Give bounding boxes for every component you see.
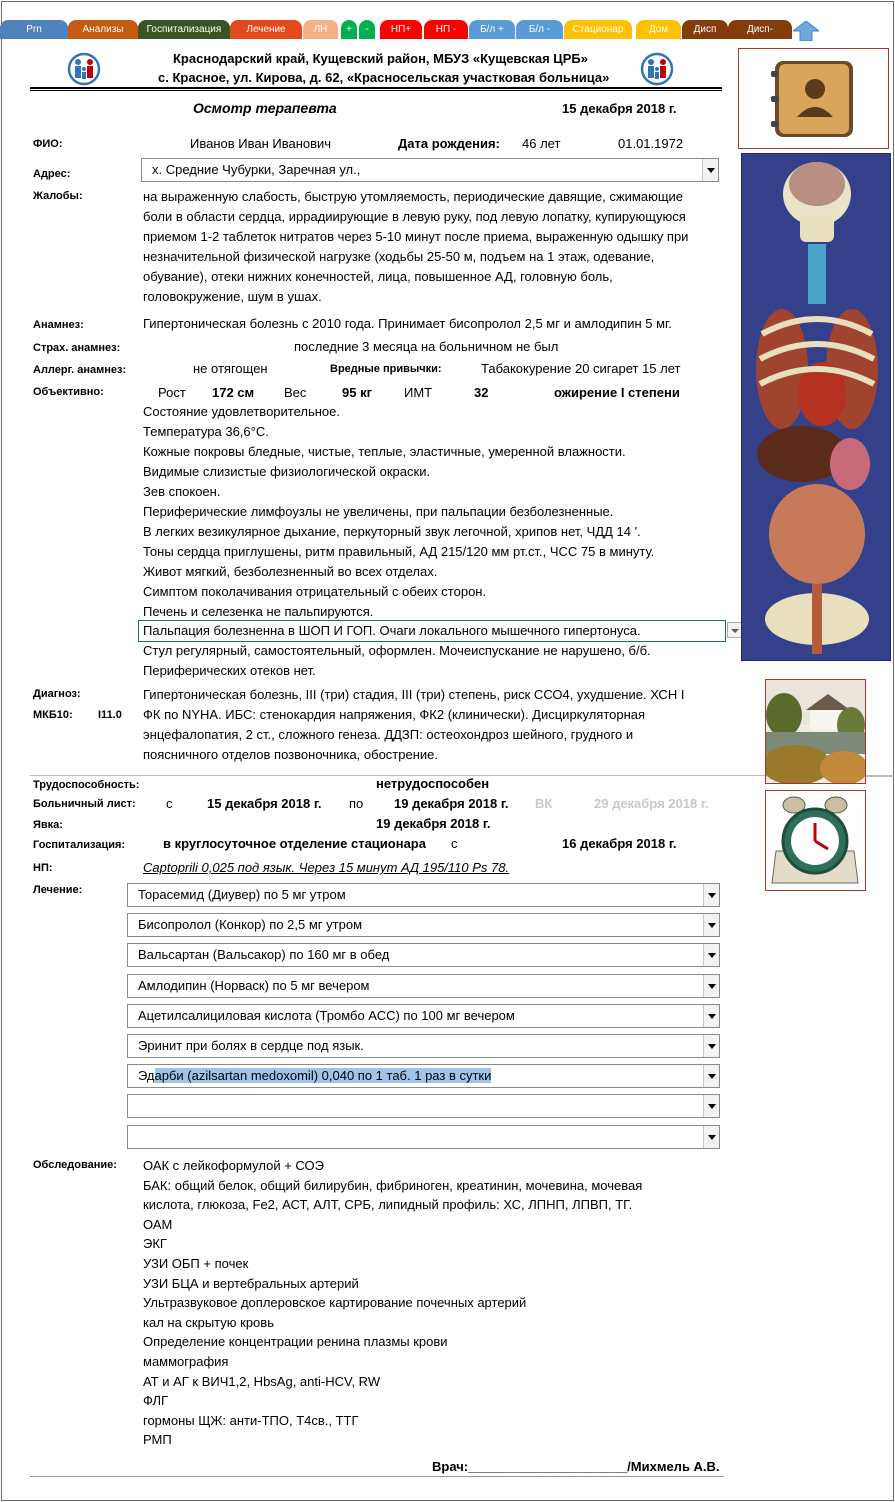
family-logo-icon (66, 52, 102, 86)
allergy-label: Аллерг. анамнез: (33, 364, 127, 376)
objective-label: Объективно: (33, 386, 104, 398)
sick-from-value: 15 декабря 2018 г. (207, 796, 322, 811)
height-label: Рост (158, 385, 186, 400)
alarm-clock-icon (766, 791, 865, 890)
family-logo-icon (639, 52, 675, 86)
vk-label: ВК (535, 796, 553, 811)
text-line: Периферических отеков нет. (143, 663, 316, 678)
anamnesis-text: Гипертоническая болезнь с 2010 года. Принимает бисопролол 2,5 мг и амлодипин 5 мг. (143, 316, 672, 331)
exam-date: 15 декабря 2018 г. (562, 101, 677, 116)
objective-selected-line[interactable]: Пальпация болезненна в ШОП И ГОП. Очаги локального мышечного гипертонуса. (143, 623, 641, 638)
treatment-dropdown[interactable] (127, 1125, 720, 1149)
habits-text: Табакокурение 20 сигарет 15 лет (481, 361, 681, 376)
chevron-down-icon[interactable] (703, 884, 719, 906)
text-line: на выраженную слабость, быструю утомляемость, периодические давящие, сжимающие (143, 189, 684, 204)
text-line: БАК: общий белок, общий билирубин, фибриноген, креатинин, мочевина, мочевая (143, 1177, 643, 1193)
text-line: маммография (143, 1353, 229, 1369)
text-line: энцефалопатия, 2 ст., сложного генеза. ДДЗП: остеохондроз шейного, грудного и (143, 727, 634, 742)
treatment-value: Вальсартан (Вальсакор) по 160 мг в обед (138, 947, 390, 963)
text-line: Кожные покровы бледные, чистые, теплые, эластичные, умеренной влажности. (143, 444, 626, 459)
cell-dropdown-button[interactable] (727, 622, 742, 638)
insurance-label: Страх. анамнез: (33, 342, 121, 354)
address-dropdown[interactable] (141, 158, 719, 182)
tab-3[interactable]: Лечение (230, 20, 302, 39)
complaints-text (143, 187, 688, 307)
tab-10[interactable]: Б/л - (516, 20, 563, 39)
tab-8[interactable]: НП - (424, 20, 468, 39)
vk-date: 29 декабря 2018 г. (594, 796, 709, 811)
exam-label: Обследование: (33, 1159, 117, 1171)
visit-label: Явка: (33, 819, 63, 831)
work-ability-label: Трудоспособность: (33, 779, 140, 791)
diagnosis-text (143, 685, 684, 765)
house-picture-icon (766, 680, 865, 783)
text-line: кислота, глюкоза, Fe2, АСТ, АЛТ, СРБ, липидный профиль: ХС, ЛПНП, ЛПВП, ТГ. (143, 1197, 633, 1213)
treatment-value: Бисопролол (Конкор) по 2,5 мг утром (138, 917, 363, 933)
weight-value: 95 кг (342, 385, 372, 400)
chevron-down-icon[interactable] (703, 944, 719, 966)
text-line: ФЛГ (143, 1393, 169, 1409)
address-value: х. Средние Чубурки, Заречная ул., (152, 162, 361, 177)
sick-to-label: по (349, 796, 364, 811)
dob-label: Дата рождения: (398, 136, 500, 151)
allergy-text: не отягощен (193, 361, 268, 376)
contacts-button[interactable] (738, 48, 889, 149)
insurance-text: последние 3 месяца на больничном не был (294, 339, 559, 354)
text-line: поясничного отделов позвоночника, обострение. (143, 747, 439, 762)
treatment-dropdown[interactable] (127, 943, 720, 967)
diagnosis-label: Диагноз: (33, 688, 81, 700)
address-book-icon (769, 59, 857, 139)
bmi-label: ИМТ (404, 385, 433, 400)
obesity-value: ожирение I степени (554, 385, 680, 400)
visit-value: 19 декабря 2018 г. (376, 816, 491, 831)
clock-picture[interactable] (765, 790, 866, 891)
exam-text (143, 1156, 642, 1450)
sick-to-value: 19 декабря 2018 г. (394, 796, 509, 811)
doctor-signature: Врач:______________________/Михмель А.В. (432, 1459, 720, 1474)
tab-13[interactable]: Дисп (682, 20, 728, 39)
sick-from-label: с (166, 796, 173, 811)
chevron-down-icon[interactable] (703, 1065, 719, 1087)
anatomy-picture[interactable] (741, 153, 891, 661)
mkb-value: I11.0 (98, 709, 122, 721)
address-label: Адрес: (33, 168, 71, 180)
text-line: АТ и АГ к ВИЧ1,2, HbsAg, anti-HCV, RW (143, 1373, 381, 1389)
treatment-value: Эдарби (azilsartan medoxomil) 0,040 по 1 таб. 1 раз в сутки (138, 1068, 492, 1084)
mkb-label: МКБ10: (33, 709, 73, 721)
tab-12[interactable]: Дом (636, 20, 681, 39)
chevron-down-icon[interactable] (703, 975, 719, 997)
hospitalization-from-label: с (451, 836, 458, 851)
hospitalization-label: Госпитализация: (33, 839, 126, 851)
text-line: Печень и селезенка не пальпируются. (143, 604, 374, 619)
tab-0[interactable]: Prn (0, 20, 68, 39)
treatment-dropdown[interactable] (127, 974, 720, 998)
tab-2[interactable]: Госпитализация (138, 20, 230, 39)
text-line: Состояние удовлетворительное. (143, 404, 341, 419)
anatomy-icon (742, 154, 892, 662)
text-line: ОАМ (143, 1216, 173, 1232)
treatment-dropdown[interactable] (127, 1064, 720, 1088)
chevron-down-icon[interactable] (702, 159, 718, 181)
page-title: Осмотр терапевта (193, 100, 337, 116)
objective-text (143, 402, 654, 622)
age-value: 46 лет (522, 136, 561, 151)
text-line: УЗИ ОБП + почек (143, 1255, 249, 1271)
chevron-down-icon[interactable] (703, 1005, 719, 1027)
treatment-dropdown[interactable] (127, 1094, 720, 1118)
text-line: В легких везикулярное дыхание, перкуторный звук легочной, хрипов нет, ЧДД 14 '. (143, 524, 641, 539)
tab-5[interactable]: + (341, 20, 357, 39)
treatment-value: Торасемид (Диувер) по 5 мг утром (138, 887, 346, 902)
text-line: УЗИ БЦА и вертебральных артерий (143, 1275, 359, 1291)
tab-11[interactable]: Стационар (564, 20, 632, 39)
side-divider (866, 776, 894, 777)
text-line: Симптом поколачивания отрицательный с обеих сторон. (143, 584, 487, 599)
text-line: ЭКГ (143, 1236, 167, 1252)
chevron-down-icon[interactable] (703, 914, 719, 936)
tab-6[interactable]: - (359, 20, 375, 39)
header-divider (30, 87, 722, 89)
complaints-label: Жалобы: (33, 190, 83, 202)
treatment-label: Лечение: (33, 884, 83, 896)
text-line: Периферические лимфоузлы не увеличены, при пальпации безболезненные. (143, 504, 614, 519)
objective-text-after (143, 641, 651, 681)
text-line: Определение концентрации ренина плазмы крови (143, 1334, 448, 1350)
chevron-down-icon[interactable] (703, 1035, 719, 1057)
text-line: Зев спокоен. (143, 484, 221, 499)
text-line: Видимые слизистые физиологической окраски. (143, 464, 431, 479)
text-line: Температура 36,6°С. (143, 424, 269, 439)
header-line-1: Краснодарский край, Кущевский район, МБУЗ «Кущевская ЦРБ» (173, 51, 589, 66)
weight-label: Вес (284, 385, 307, 400)
text-line: кал на скрытую кровь (143, 1314, 274, 1330)
text-line: обувание), отеки нижних конечностей, лица, повышенное АД, головную боль, (143, 269, 613, 284)
fio-value: Иванов Иван Иванович (190, 136, 332, 151)
text-line: Тоны сердца приглушены, ритм правильный, АД 215/120 мм рт.ст., ЧСС 75 в минуту. (143, 544, 655, 559)
anamnesis-label: Анамнез: (33, 319, 84, 331)
header-divider-thin (30, 90, 722, 91)
tab-7[interactable]: НП+ (380, 20, 422, 39)
footer-divider (30, 1476, 724, 1477)
text-line: боли в области сердца, иррадиирующие в левую руку, под левую лопатку, купирующуюся (143, 209, 686, 224)
tab-14[interactable]: Дисп- (728, 20, 792, 39)
text-line: приемом 1-2 таблеток нитратов через 5-10 минут после приема, выраженную одышку при (143, 229, 689, 244)
tab-9[interactable]: Б/л + (469, 20, 515, 39)
bmi-value: 32 (474, 385, 489, 400)
fio-label: ФИО: (33, 138, 63, 150)
dob-value: 01.01.1972 (618, 136, 684, 151)
text-line: ОАК с лейкоформулой + СОЭ (143, 1158, 324, 1173)
chevron-down-icon (731, 629, 739, 633)
text-line: незначительной физической нагрузке (ходьбы 25-50 м, подъем на 1 этаж, одевание, (143, 249, 655, 264)
chevron-down-icon[interactable] (703, 1126, 719, 1148)
house-picture[interactable] (765, 679, 866, 784)
text-line: головокружение, шум в ушах. (143, 289, 322, 304)
treatment-value: Ацетилсалициловая кислота (Тромбо АСС) по 100 мг вечером (138, 1007, 515, 1023)
work-ability-value: нетрудоспособен (376, 776, 490, 791)
text-line: Живот мягкий, безболезненный во всех отделах. (143, 564, 438, 579)
treatment-dropdown[interactable] (127, 1034, 720, 1058)
text-line: РМП (143, 1432, 172, 1448)
hospitalization-value: в круглосуточное отделение стационара (163, 836, 426, 851)
height-value: 172 см (212, 385, 255, 400)
treatment-dropdown[interactable] (127, 913, 720, 937)
up-arrow-icon[interactable] (793, 21, 819, 41)
chevron-down-icon[interactable] (703, 1095, 719, 1117)
header-line-2: с. Красное, ул. Кирова, д. 62, «Красносельская участковая больница» (158, 70, 610, 85)
np-text: Captoprili 0,025 под язык. Через 15 минут АД 195/110 Ps 78. (143, 860, 510, 875)
np-label: НП: (33, 862, 53, 874)
treatment-dropdown[interactable] (127, 1004, 720, 1028)
sick-leave-label: Больничный лист: (33, 798, 136, 810)
habits-label: Вредные привычки: (330, 363, 442, 375)
text-line: Ультразвуковое доплеровское картирование почечных артерий (143, 1295, 527, 1311)
treatment-dropdown[interactable] (127, 883, 720, 907)
text-line: гормоны ЩЖ: анти-ТПО, Т4св., ТТГ (143, 1412, 359, 1428)
treatment-value: Амлодипин (Норваск) по 5 мг вечером (138, 977, 370, 993)
text-line: Гипертоническая болезнь, III (три) стадия, III (три) степень, риск ССО4, ухудшение. ХСН I (143, 687, 685, 702)
treatment-value: Эринит при болях в сердце под язык. (138, 1038, 364, 1053)
tab-4[interactable]: ЛН (303, 20, 338, 39)
hospitalization-date: 16 декабря 2018 г. (562, 836, 677, 851)
tab-1[interactable]: Анализы (68, 20, 138, 39)
text-line: Стул регулярный, самостоятельный, оформлен. Мочеиспускание не нарушено, б/б. (143, 643, 651, 658)
text-line: ФК по NYHA. ИБС: стенокардия напряжения, ФК2 (клинически). Дисциркуляторная (143, 707, 646, 722)
